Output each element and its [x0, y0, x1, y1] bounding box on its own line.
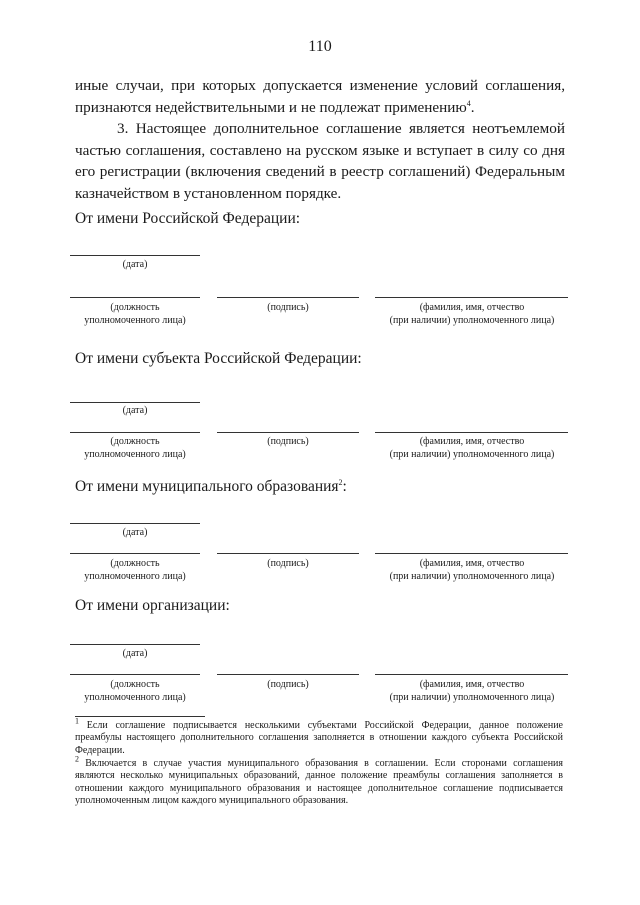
name-line [375, 297, 568, 298]
block-heading: От имени субъекта Российской Федерации: [75, 350, 362, 367]
signature-caption: (подпись) [267, 558, 309, 569]
signature-caption: (подпись) [267, 679, 309, 690]
name-caption: (фамилия, имя, отчество (при наличии) уполномоченного лица) [389, 302, 555, 326]
position-line [70, 553, 200, 554]
date-line [70, 523, 200, 524]
name-line [375, 432, 568, 433]
date-line [70, 402, 200, 403]
name-line [375, 553, 568, 554]
signature-caption: (подпись) [267, 436, 309, 447]
footnote-mark: 2 [75, 754, 79, 764]
date-caption: (дата) [122, 259, 148, 270]
paragraph-1-text: иные случаи, при которых допускается изменение условий соглашения, признаются недействительными и не подлежат применению [75, 77, 565, 116]
block-heading: От имени организации: [75, 597, 230, 614]
footnote-text: Включается в случае участия муниципального образования в соглашении. Если сторонами соглашения являются несколько муниципальных образований, данное положение преамбулы соглашения заполняется в отношении каждого муниципального образования и настоящее дополнительное соглашение подписывается уполномоченным лицом каждого муниципального образования. [75, 758, 563, 807]
signature-line [217, 297, 359, 298]
position-caption: (должность уполномоченного лица) [84, 679, 186, 703]
date-caption: (дата) [122, 527, 148, 538]
position-line [70, 297, 200, 298]
position-line [70, 674, 200, 675]
signature-caption: (подпись) [267, 302, 309, 313]
footnote-separator [75, 716, 205, 717]
name-line [375, 674, 568, 675]
paragraph-1 [75, 75, 565, 118]
date-caption: (дата) [122, 405, 148, 416]
signature-line [217, 432, 359, 433]
paragraph-2: 3. Настоящее дополнительное соглашение является неотъемлемой частью соглашения, составлено на русском языке и вступает в силу со дня его регистрации (включения сведений в реестр соглашений) Федеральным казначейством в установленном порядке. [75, 120, 565, 202]
block-heading: От имени муниципального образования$^2$: [75, 477, 347, 495]
signature-line [217, 553, 359, 554]
position-caption: (должность уполномоченного лица) [84, 558, 186, 582]
footnote-ref-4: 4 [466, 98, 471, 108]
paragraph-1-end: . [470, 98, 475, 116]
page-number: 110 [308, 38, 332, 55]
footnote-ref-2: 2 [338, 477, 343, 487]
name-caption: (фамилия, имя, отчество (при наличии) уполномоченного лица) [389, 679, 555, 703]
footnote-1 [75, 716, 563, 757]
date-line [70, 255, 200, 256]
date-line [70, 644, 200, 645]
signature-line [217, 674, 359, 675]
name-caption: (фамилия, имя, отчество (при наличии) уполномоченного лица) [389, 558, 555, 582]
position-caption: (должность уполномоченного лица) [84, 302, 186, 326]
position-line [70, 432, 200, 433]
footnote-mark: 1 [75, 716, 79, 726]
name-caption: (фамилия, имя, отчество (при наличии) уполномоченного лица) [389, 436, 555, 460]
footnote-text: Если соглашение подписывается несколькими субъектами Российской Федерации, данное положение преамбулы настоящего дополнительного соглашения заполняется в отношении каждого субъекта Российской Федерации. [75, 720, 563, 756]
footnote-2 [75, 754, 563, 808]
block-heading: От имени Российской Федерации: [75, 210, 301, 227]
date-caption: (дата) [122, 648, 148, 659]
position-caption: (должность уполномоченного лица) [84, 436, 186, 460]
